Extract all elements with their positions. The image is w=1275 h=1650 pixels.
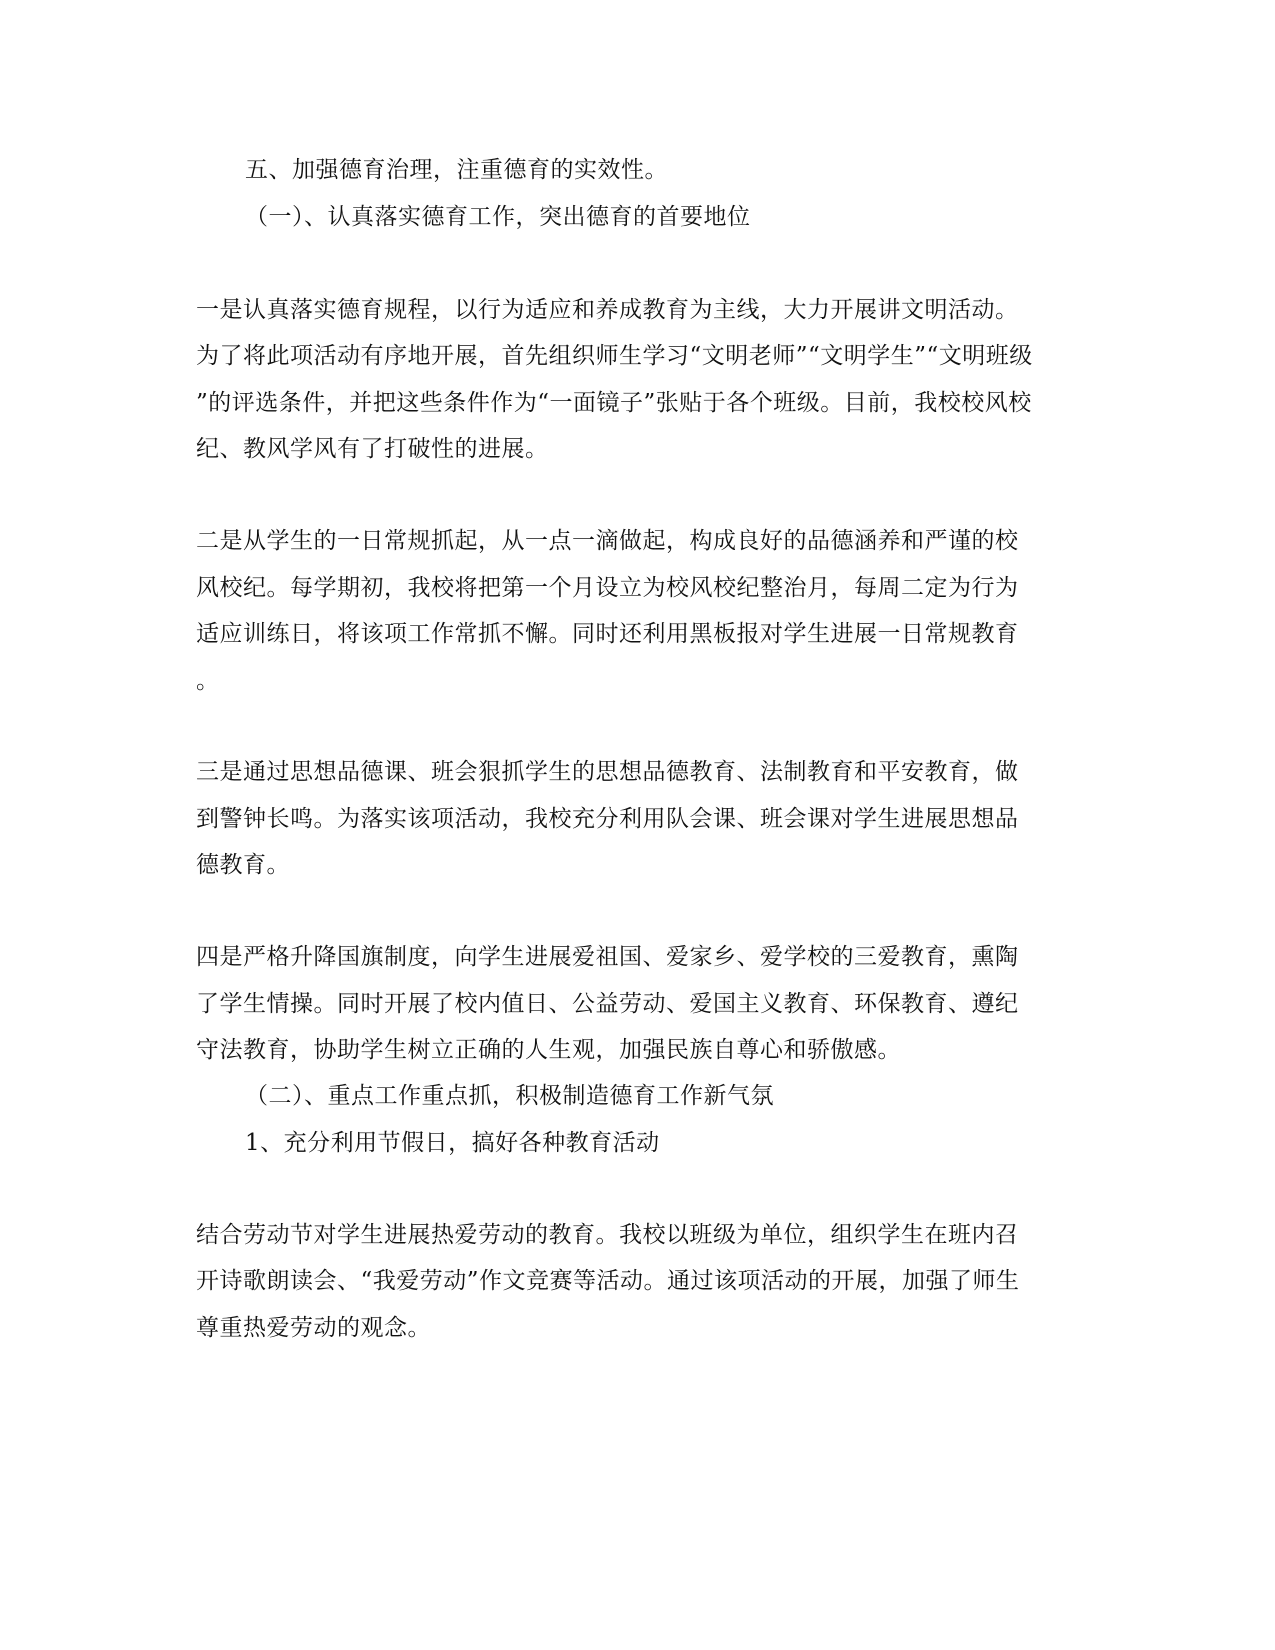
paragraph-line: 为了将此项活动有序地开展，首先组织师生学习“文明老师”“文明学生”“文明班级 [196, 343, 1033, 369]
paragraph-line: 守法教育，协助学生树立正确的人生观，加强民族自尊心和骄傲感。 [196, 1037, 901, 1063]
paragraph-line: 尊重热爱劳动的观念。 [196, 1315, 431, 1341]
paragraph-line: 结合劳动节对学生进展热爱劳动的教育。我校以班级为单位，组织学生在班内召 [196, 1222, 1019, 1248]
subsection-heading: （一）、认真落实德育工作，突出德育的首要地位 [245, 204, 751, 230]
paragraph-line: 德教育。 [196, 852, 290, 878]
paragraph-line: 到警钟长鸣。为落实该项活动，我校充分利用队会课、班会课对学生进展思想品 [196, 806, 1019, 832]
paragraph-line: 。 [196, 668, 220, 694]
item-heading: 1、充分利用节假日，搞好各种教育活动 [245, 1130, 660, 1156]
paragraph-line: 开诗歌朗读会、“我爱劳动”作文竞赛等活动。通过该项活动的开展，加强了师生 [196, 1268, 1020, 1294]
subsection-heading: （二）、重点工作重点抓，积极制造德育工作新气氛 [245, 1083, 774, 1109]
section-heading: 五、加强德育治理，注重德育的实效性。 [245, 157, 668, 183]
paragraph-line: 二是从学生的一日常规抓起，从一点一滴做起，构成良好的品德涵养和严谨的校 [196, 528, 1019, 554]
paragraph-line: 适应训练日，将该项工作常抓不懈。同时还利用黑板报对学生进展一日常规教育 [196, 621, 1019, 647]
paragraph-line: 了学生情操。同时开展了校内值日、公益劳动、爱国主义教育、环保教育、遵纪 [196, 991, 1019, 1017]
paragraph-line: 纪、教风学风有了打破性的进展。 [196, 436, 549, 462]
paragraph-line: 一是认真落实德育规程，以行为适应和养成教育为主线，大力开展讲文明活动。 [196, 297, 1019, 323]
paragraph-line: 风校纪。每学期初，我校将把第一个月设立为校风校纪整治月，每周二定为行为 [196, 575, 1019, 601]
paragraph-line: ”的评选条件，并把这些条件作为“一面镜子”张贴于各个班级。目前，我校校风校 [196, 390, 1032, 416]
paragraph-line: 四是严格升降国旗制度，向学生进展爱祖国、爱家乡、爱学校的三爱教育，熏陶 [196, 944, 1019, 970]
paragraph-line: 三是通过思想品德课、班会狠抓学生的思想品德教育、法制教育和平安教育，做 [196, 759, 1019, 785]
